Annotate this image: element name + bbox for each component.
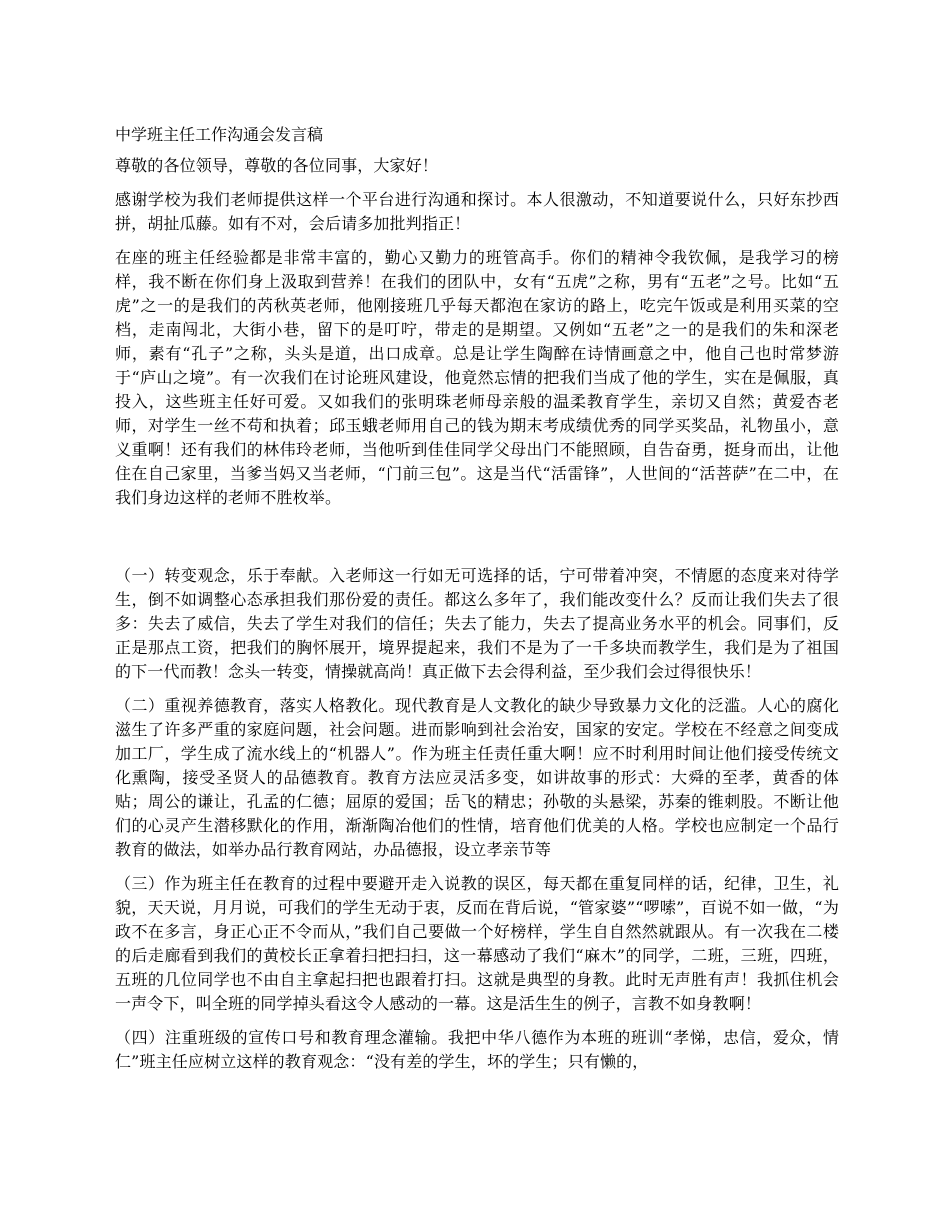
point-two-paragraph: （二）重视养德教育，落实人格教化。现代教育是人文教化的缺少导致暴力文化的泛滥。人心的腐化滋生了许多严重的家庭问题，社会问题。进而影响到社会治安，国家的安定。学校在不经意之间变成加工厂，学生成了流水线上的“机器人”。作为班主任责任重大啊！应不时利用时间让他们接受传统文化熏陶，接受圣贤人的品德教育。教育方法应灵活多变，如讲故事的形式：大舜的至孝，黄香的体贴；周公的谦让，孔孟的仁德；屈原的爱国；岳飞的精忠；孙敬的头悬梁，苏秦的锥刺股。不断让他们的心灵产生潜移默化的作用，渐渐陶冶他们的性情，培育他们优美的人格。学校也应制定一个品行教育的做法，如举办品行教育网站，办品德报，设立孝亲节等 — [115, 696, 839, 859]
document-title: 中学班主任工作沟通会发言稿 — [115, 125, 324, 144]
document-page — [115, 122, 839, 1084]
point-one-paragraph: （一）转变观念，乐于奉献。入老师这一行如无可选择的话，宁可带着冲突，不情愿的态度来对待学生，倒不如调整心态承担我们那份爱的责任。都这么多年了，我们能改变什么？反而让我们失去了很多：失去了威信，失去了学生对我们的信任；失去了能力，失去了提高业务水平的机会。同事们，反正是那点工资，把我们的胸怀展开，境界提起来，我们不是为了一千多块而教学生，我们是为了祖国的下一代而教！念头一转变，情操就高尚！真正做下去会得利益，至少我们会过得很快乐！ — [115, 566, 839, 681]
intro-paragraph: 感谢学校为我们老师提供这样一个平台进行沟通和探讨。本人很激动，不知道要说什么，只好东抄西拼，胡扯瓜藤。如有不对，会后请多加批判指正！ — [115, 190, 839, 233]
section-gap — [115, 520, 839, 564]
praise-paragraph: 在座的班主任经验都是非常丰富的，勤心又勤力的班管高手。你们的精神令我钦佩，是我学习的榜样，我不断在你们身上汲取到营养！在我们的团队中，女有“五虎”之称，男有“五老”之号。比如“五虎”之一的是我们的芮秋英老师，他刚接班几乎每天都泡在家访的路上，吃完午饭或是利用买菜的空档，走南闯北，大街小巷，留下的是叮咛，带走的是期望。又例如“五老”之一的是我们的朱和深老师，素有“孔子”之称，头头是道，出口成章。总是让学生陶醉在诗情画意之中，他自己也时常梦游于“庐山之境”。有一次我们在讨论班风建设，他竟然忘情的把我们当成了他的学生，实在是佩服，真投入，这些班主任好可爱。又如我们的张明珠老师母亲般的温柔教育学生，亲切又自然；黄爱杏老师，对学生一丝不苟和执着；邱玉蛾老师用自己的钱为期末考成绩优秀的同学买奖品，礼物虽小，意义重啊！还有我们的林伟玲老师，当他听到佳佳同学父母出门不能照顾，自告奋勇，挺身而出，让他住在自己家里，当爹当妈又当老师，“门前三包”。这是当代“活雷锋”，人世间的“活菩萨”在二中，在我们身边这样的老师不胜枚举。 — [115, 248, 839, 507]
point-three-paragraph: （三）作为班主任在教育的过程中要避开走入说教的误区，每天都在重复同样的话，纪律，卫生，礼貌，天天说，月月说，可我们的学生无动于衷，反而在背后说，“管家婆”“啰嗦”，百说不如一做，“为政不在多言，身正心正不令而从，”我们自己要做一个好榜样，学生自自然然就跟从。有一次我在二楼的后走廊看到我们的黄校长正拿着扫把扫扫，这一幕感动了我们“麻木”的同学，二班，三班，四班，五班的几位同学也不由自主拿起扫把也跟着打扫。这就是典型的身教。此时无声胜有声！我抓住机会一声令下，叫全班的同学掉头看这令人感动的一幕。这是活生生的例子，言教不如身教啊！ — [115, 874, 839, 1013]
point-four-paragraph: （四）注重班级的宣传口号和教育理念灌输。我把中华八德作为本班的班训“孝悌，忠信，爱众，情仁”班主任应树立这样的教育观念：“没有差的学生，坏的学生；只有懒的， — [115, 1028, 839, 1071]
greeting-paragraph: 尊敬的各位领导，尊敬的各位同事，大家好！ — [115, 156, 439, 175]
